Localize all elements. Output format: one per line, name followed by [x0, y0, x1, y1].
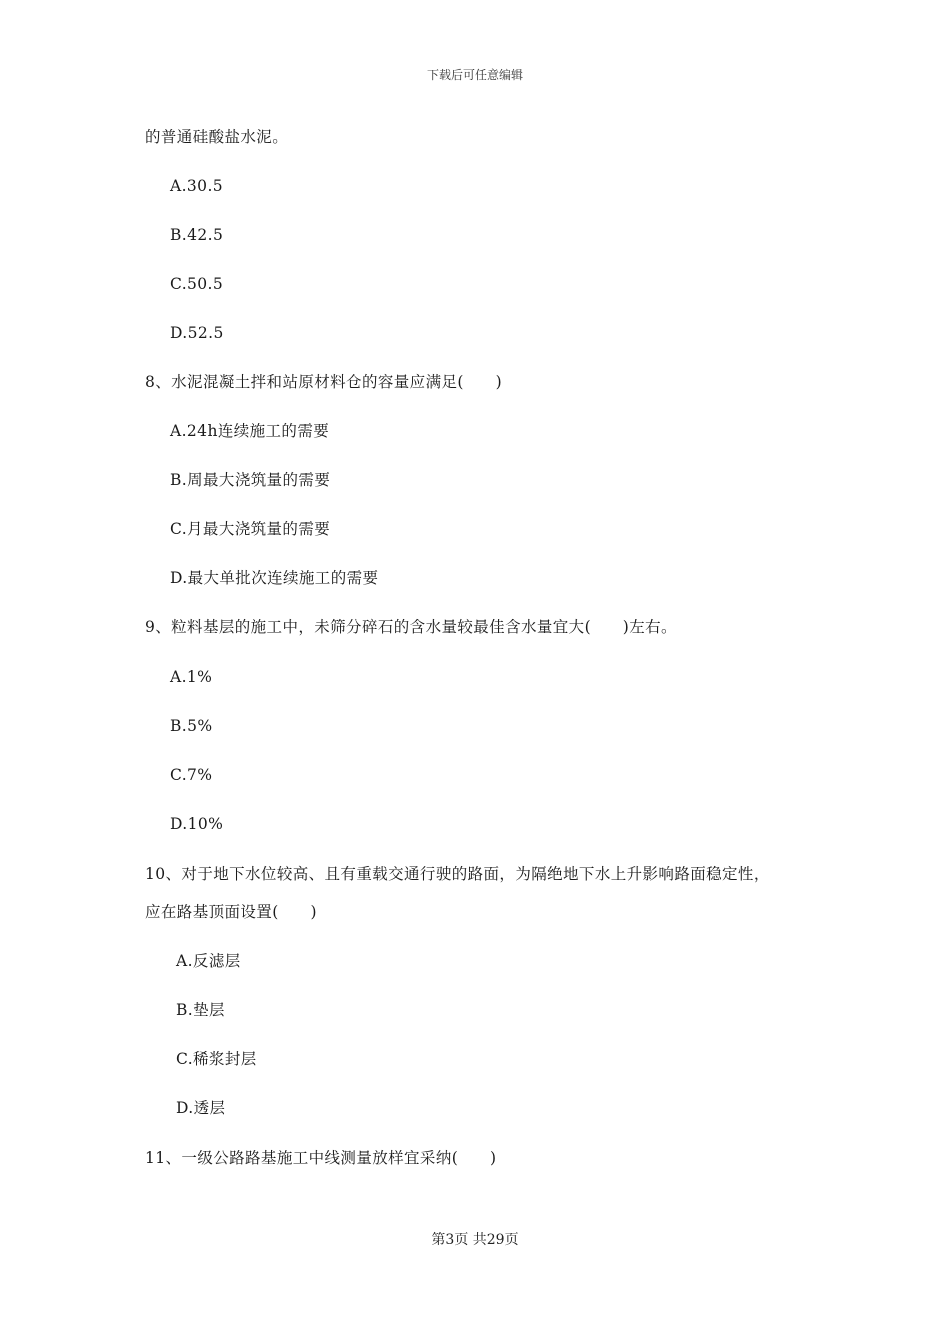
question-10-stem-line2: 应在路基顶面设置( ) — [145, 903, 317, 921]
q8-option-b: B.周最大浇筑量的需要 — [170, 471, 331, 489]
question-10-stem-line1: 10、对于地下水位较高、且有重载交通行驶的路面，为隔绝地下水上升影响路面稳定性， — [145, 865, 770, 883]
q7-option-b: B.42.5 — [170, 226, 224, 244]
q10-option-c: C.稀浆封层 — [176, 1050, 257, 1068]
page-header: 下载后可任意编辑 — [426, 68, 523, 82]
question-11-stem: 11、一级公路路基施工中线测量放样宜采纳( ) — [145, 1149, 497, 1167]
q9-option-d: D.10% — [170, 815, 224, 833]
q9-option-b: B.5% — [170, 717, 213, 735]
question-8-stem: 8、水泥混凝土拌和站原材料仓的容量应满足( ) — [145, 373, 503, 391]
question-7-continuation: 的普通硅酸盐水泥。 — [145, 128, 289, 146]
q9-option-a: A.1% — [170, 668, 213, 686]
q7-option-c: C.50.5 — [170, 275, 224, 293]
q7-option-a: A.30.5 — [170, 177, 224, 195]
page-footer: 第3页 共29页 — [431, 1232, 519, 1248]
q8-option-a: A.24h连续施工的需要 — [170, 422, 330, 440]
q9-option-c: C.7% — [170, 766, 213, 784]
q8-option-c: C.月最大浇筑量的需要 — [170, 520, 331, 538]
q10-option-b: B.垫层 — [176, 1001, 225, 1019]
q7-option-d: D.52.5 — [170, 324, 224, 342]
question-9-stem: 9、粒料基层的施工中，未筛分碎石的含水量较最佳含水量宜大( )左右。 — [145, 618, 677, 636]
q8-option-d: D.最大单批次连续施工的需要 — [170, 569, 379, 587]
q10-option-a: A.反滤层 — [176, 952, 241, 970]
q10-option-d: D.透层 — [176, 1099, 226, 1117]
